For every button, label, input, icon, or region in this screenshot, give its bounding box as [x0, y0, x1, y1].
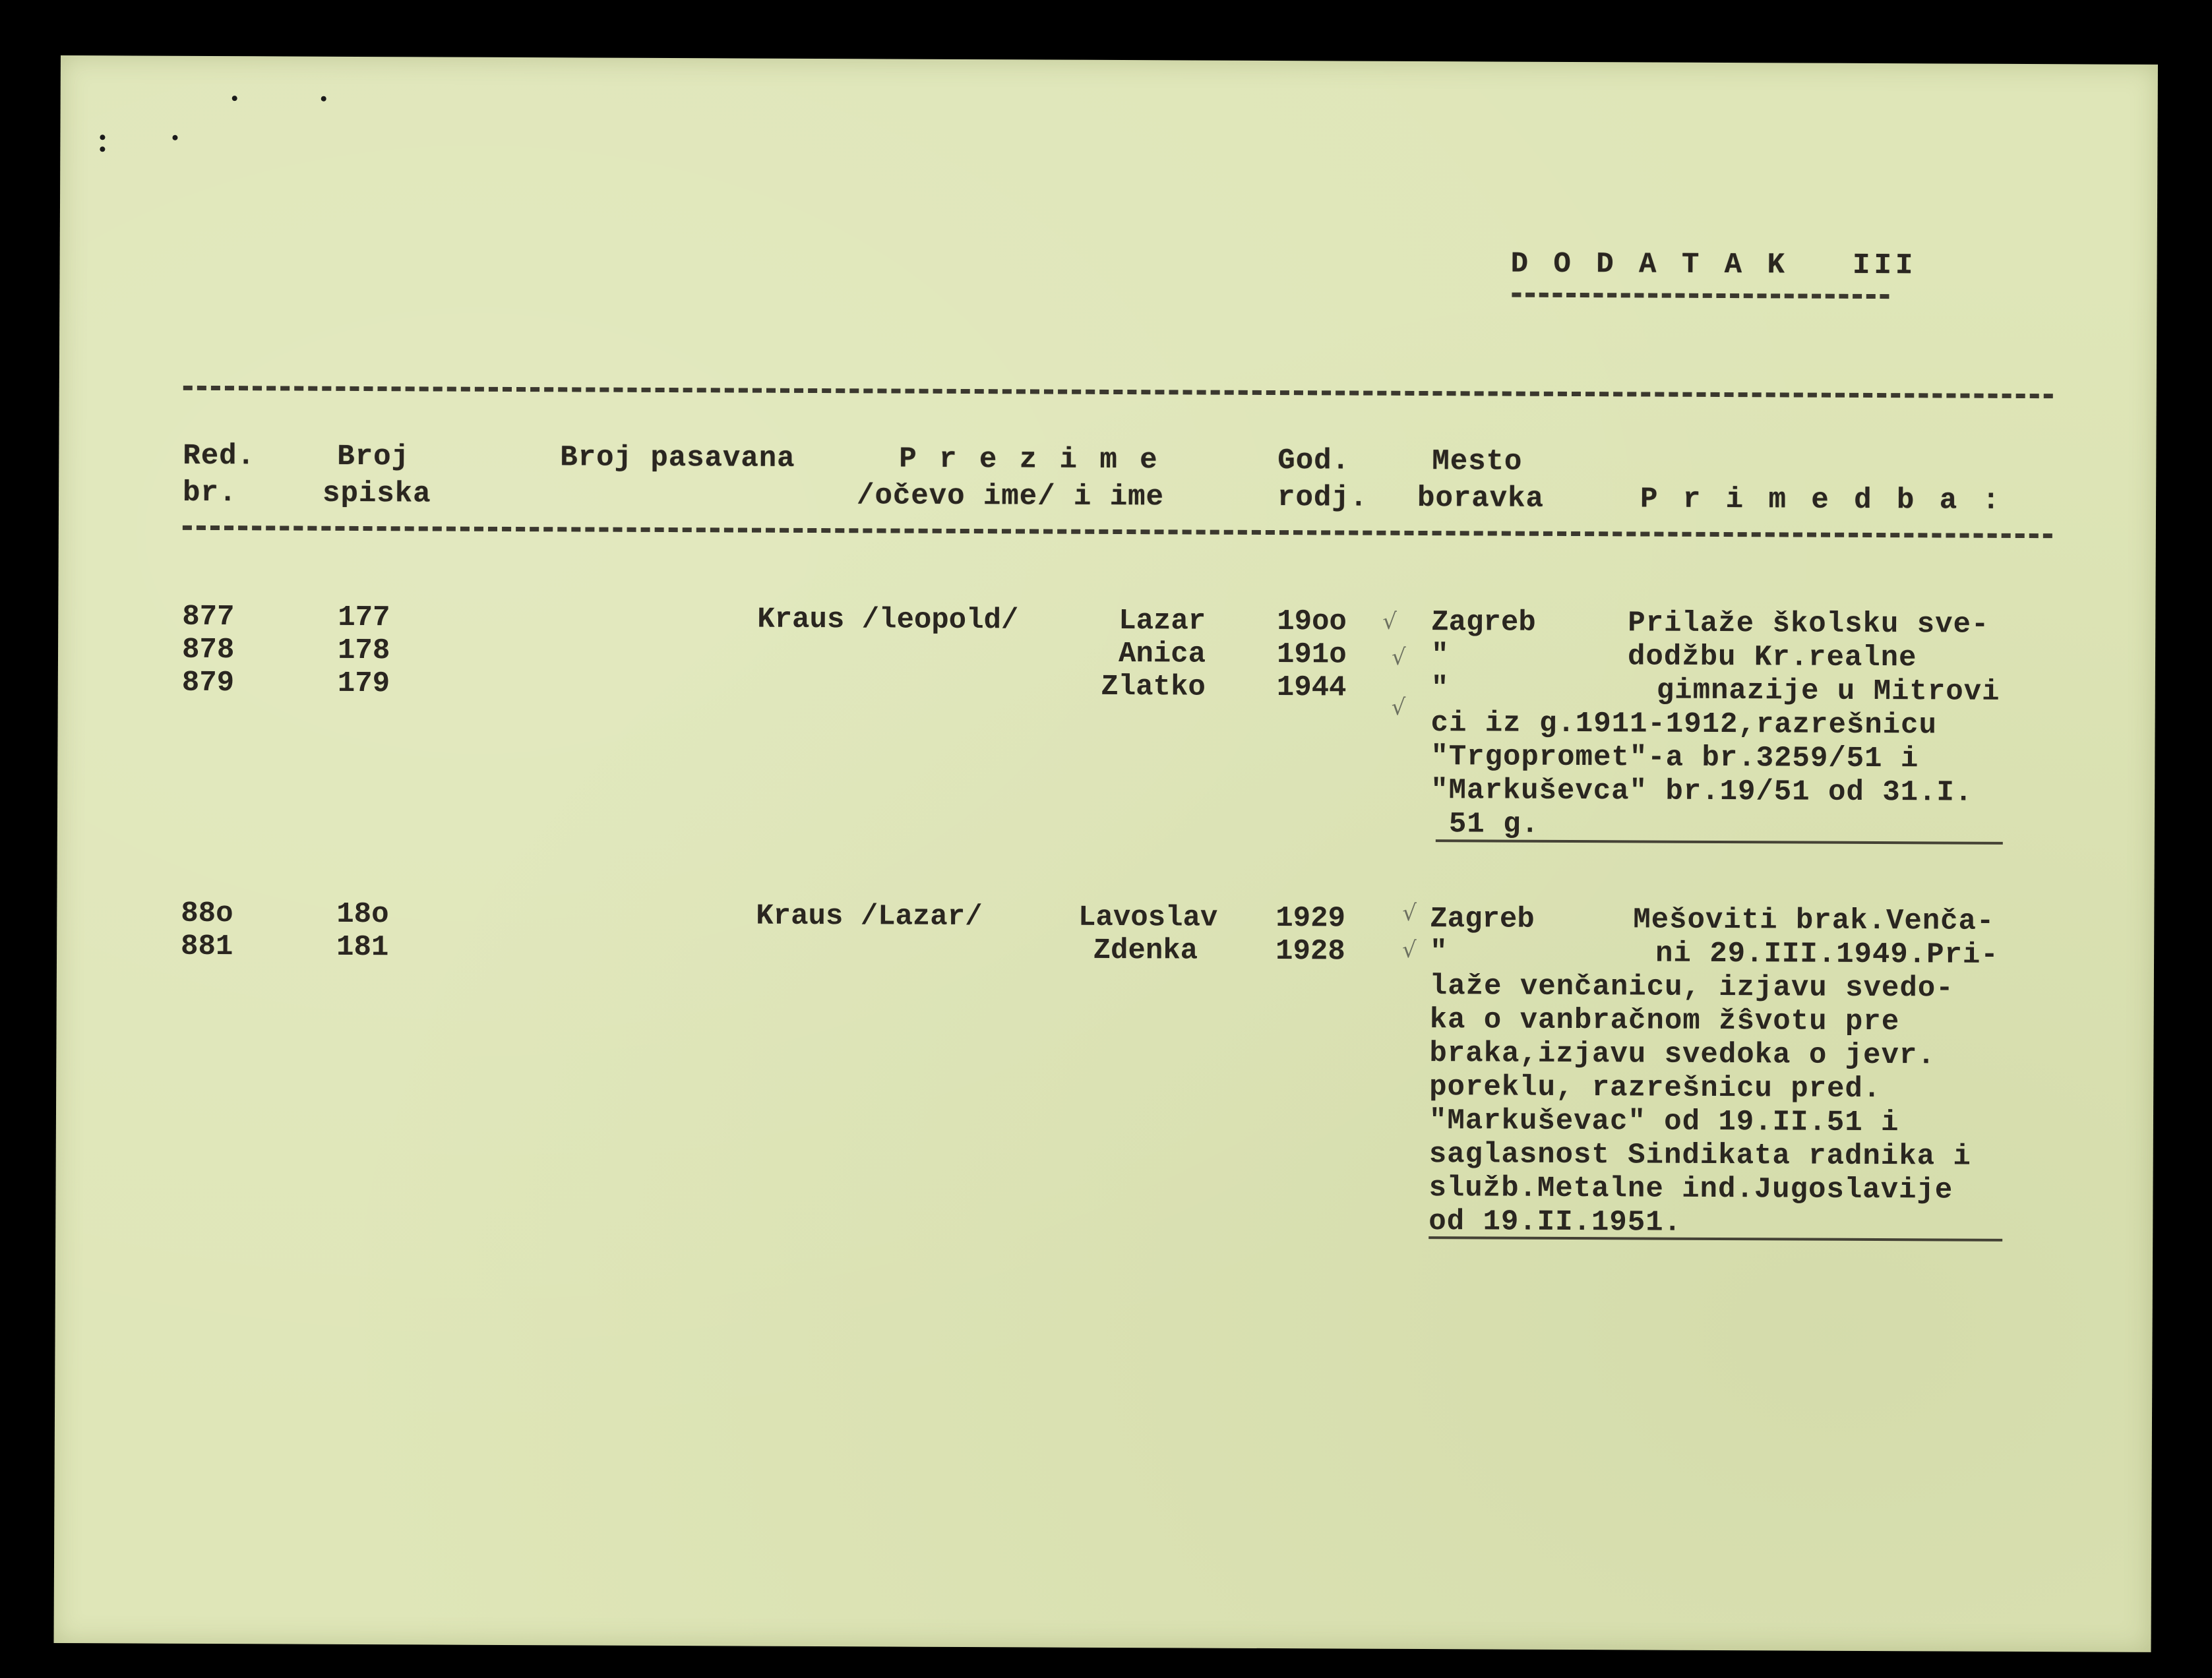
row-red-number: 877	[182, 600, 235, 634]
birth-year: 191o	[1276, 638, 1347, 672]
given-name: Lazar	[1119, 605, 1206, 638]
surname-father: Kraus /leopold/	[757, 603, 1019, 638]
residence-place: "	[1430, 672, 1449, 705]
header-mesto-boravka-2: boravka	[1417, 481, 1545, 516]
check-mark-icon: √	[1402, 936, 1417, 963]
document-title: D O D A T A K III	[1510, 247, 1917, 283]
remark-line: "Trgopromet"-a br.3259/51 i	[1430, 740, 1919, 776]
row-red-number: 881	[180, 930, 233, 964]
residence-place: Zagreb	[1431, 606, 1536, 640]
row-red-number: 879	[181, 666, 235, 700]
punch-hole	[232, 96, 237, 101]
remark-line: "Markuševac" od 19.II.51 i	[1429, 1104, 1899, 1140]
remark-underline	[1436, 839, 2003, 845]
row-red-number: 878	[181, 633, 235, 667]
remark-line: poreklu, razrešnicu pred.	[1429, 1071, 1882, 1106]
header-broj-spiska-1: Broj	[337, 440, 410, 474]
birth-year: 1928	[1275, 935, 1345, 969]
header-broj-spiska-2: spiska	[322, 477, 431, 511]
header-broj-pasavana: Broj pasavana	[560, 441, 795, 475]
check-mark-icon: √	[1402, 899, 1417, 926]
check-mark-icon: √	[1382, 608, 1398, 635]
remark-line: laže venčanicu, izjavu svedo-	[1429, 970, 1954, 1005]
row-red-number: 88o	[181, 897, 233, 931]
check-mark-icon: √	[1391, 644, 1406, 671]
birth-year: 19oo	[1277, 605, 1347, 639]
punch-hole	[100, 135, 105, 140]
given-name: Anica	[1118, 638, 1206, 671]
remark-line: ni 29.III.1949.Pri-	[1655, 937, 1999, 972]
header-god-rodj-2: rodj.	[1277, 481, 1368, 515]
remark-line: braka,izjavu svedoka o jevr.	[1429, 1037, 1936, 1073]
residence-place: "	[1429, 936, 1448, 969]
remark-line: od 19.II.1951.	[1429, 1205, 1682, 1240]
header-red-br-2: br.	[182, 476, 237, 510]
row-spisak-number: 177	[338, 601, 390, 635]
title-underline	[1512, 293, 1889, 299]
header-prezime-1: P r e z i m e	[899, 442, 1160, 477]
check-mark-icon: √	[1391, 694, 1406, 721]
given-name: Zdenka	[1093, 934, 1198, 968]
remark-underline	[1429, 1236, 2002, 1242]
document-page	[53, 55, 2157, 1652]
row-spisak-number: 181	[336, 930, 389, 965]
header-top-rule	[183, 386, 2053, 398]
remark-line: dodžbu Kr.realne	[1627, 640, 1917, 675]
remark-line: Mešoviti brak.Venča-	[1633, 903, 1995, 938]
header-prezime-2: /očevo ime/ i ime	[856, 479, 1165, 514]
header-mesto-boravka-1: Mesto	[1432, 445, 1523, 479]
residence-place: Zagreb	[1430, 903, 1535, 936]
punch-hole	[321, 96, 326, 102]
header-god-rodj-1: God.	[1277, 444, 1351, 478]
punch-hole	[100, 146, 105, 152]
remark-line: 51 g.	[1448, 808, 1540, 841]
header-red-br-1: Red.	[183, 439, 256, 473]
remark-line: služb.Metalne ind.Jugoslavije	[1429, 1172, 1953, 1207]
row-spisak-number: 18o	[336, 897, 389, 932]
row-spisak-number: 179	[337, 667, 390, 701]
remark-line: gimnazije u Mitrovi	[1656, 674, 2000, 709]
remark-line: ka o vanbračnom žŝvotu pre	[1429, 1004, 1900, 1039]
residence-place: "	[1430, 639, 1449, 673]
remark-line: "Markuševca" br.19/51 od 31.I.	[1430, 774, 1973, 810]
given-name: Lavoslav	[1078, 901, 1218, 935]
given-name: Zlatko	[1101, 670, 1206, 704]
remark-line: saglasnost Sindikata radnika i	[1429, 1138, 1971, 1174]
remark-line: Prilaže školsku sve-	[1628, 607, 1990, 642]
row-spisak-number: 178	[337, 634, 390, 668]
punch-hole	[172, 135, 177, 140]
birth-year: 1929	[1275, 902, 1346, 936]
surname-father: Kraus /Lazar/	[756, 899, 983, 934]
birth-year: 1944	[1276, 671, 1347, 705]
remark-line: ci iz g.1911-1912,razrešnicu	[1430, 707, 1938, 742]
header-primedba: P r i m e d b a :	[1640, 483, 2004, 518]
header-bottom-rule	[183, 525, 2052, 538]
